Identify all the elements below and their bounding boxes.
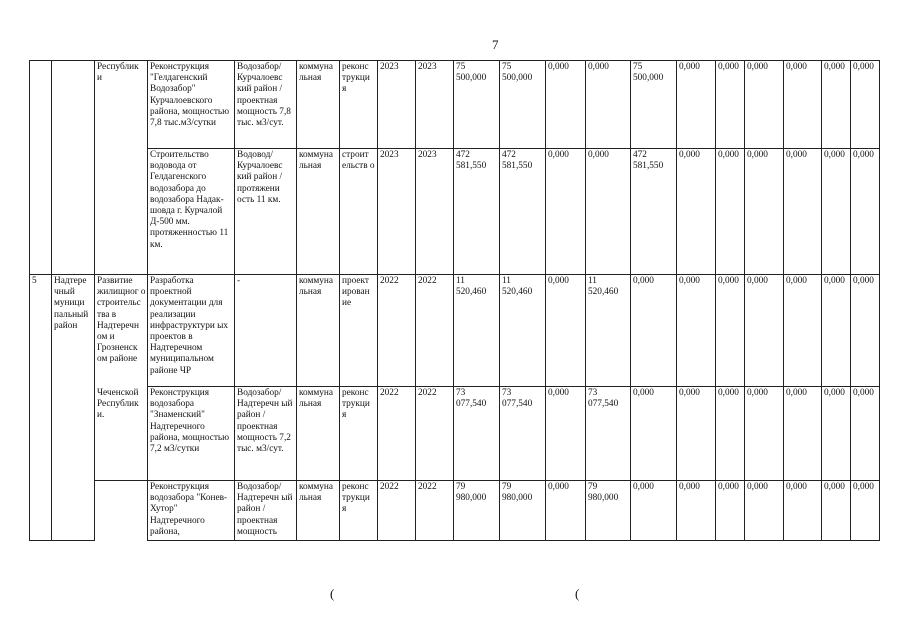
- amount-cell-8: 0,000: [784, 61, 822, 149]
- row-number-cell: [30, 149, 52, 275]
- amount-cell-2: 0,000: [546, 275, 586, 387]
- amount-cell-3: 73 077,540: [586, 387, 631, 481]
- program-cell: [95, 481, 148, 541]
- amount-cell-10: 0,000: [851, 481, 880, 541]
- amount-cell-2: 0,000: [546, 481, 586, 541]
- amount-cell-6: 0,000: [716, 61, 745, 149]
- amount-cell-3: 0,000: [586, 149, 631, 275]
- amount-cell-7: 0,000: [745, 387, 784, 481]
- sector-cell: коммуна льная: [297, 149, 340, 275]
- amount-cell-4: 75 500,000: [631, 61, 677, 149]
- work-type-cell: строит ельств о: [340, 149, 378, 275]
- district-cell: [52, 481, 95, 541]
- amount-cell-3: 79 980,000: [586, 481, 631, 541]
- district-cell: Надтере чный муници пальный район: [52, 275, 95, 387]
- program-cell: [95, 149, 148, 275]
- end-year-cell: 2023: [416, 61, 454, 149]
- amount-cell-1: 75 500,000: [500, 61, 546, 149]
- amount-cell-10: 0,000: [851, 149, 880, 275]
- amount-cell-10: 0,000: [851, 275, 880, 387]
- row-number-cell: 5: [30, 275, 52, 387]
- sector-cell: коммуна льная: [297, 387, 340, 481]
- object-cell: Водовод/ Курчалоевс кий район /протяжени ость 11 км.: [235, 149, 297, 275]
- work-type-cell: проект ирован ие: [340, 275, 378, 387]
- amount-cell-8: 0,000: [784, 387, 822, 481]
- project-name-cell: Строительство водовода от Гелдагенского водозабора до водозабора Надак-шовда г. Курчалой Д-500 мм. протяженностью 11 км.: [148, 149, 235, 275]
- amount-cell-7: 0,000: [745, 61, 784, 149]
- amount-cell-9: 0,000: [822, 61, 851, 149]
- table-row: [30, 481, 880, 541]
- amount-cell-1: 73 077,540: [500, 387, 546, 481]
- program-cell: Чеченской Республик и.: [95, 387, 148, 481]
- amount-cell-4: 0,000: [631, 387, 677, 481]
- amount-cell-8: 0,000: [784, 481, 822, 541]
- amount-cell-2: 0,000: [546, 387, 586, 481]
- investment-projects-table: [29, 60, 880, 541]
- end-year-cell: 2023: [416, 149, 454, 275]
- table-row: [30, 275, 880, 387]
- project-name-cell: Разработка проектной документации для реализации инфраструктури ых проектов в Надтеречном муниципальном районе ЧР: [148, 275, 235, 387]
- program-cell: Республик и: [95, 61, 148, 149]
- district-cell: [52, 387, 95, 481]
- row-number-cell: [30, 61, 52, 149]
- end-year-cell: 2022: [416, 481, 454, 541]
- amount-cell-10: 0,000: [851, 61, 880, 149]
- row-number-cell: [30, 387, 52, 481]
- amount-cell-5: 0,000: [677, 387, 716, 481]
- total-amount-cell: 472 581,550: [454, 149, 500, 275]
- work-type-cell: реконс трукци я: [340, 387, 378, 481]
- amount-cell-7: 0,000: [745, 149, 784, 275]
- start-year-cell: 2022: [378, 481, 416, 541]
- object-cell: -: [235, 275, 297, 387]
- program-cell: Развитие жилищног о строительс тва в Надтеречн ом и Грозненск ом районе: [95, 275, 148, 387]
- amount-cell-10: 0,000: [851, 387, 880, 481]
- amount-cell-5: 0,000: [677, 275, 716, 387]
- page-number: 7: [492, 37, 499, 52]
- object-cell: Водозабор/ Надтеречн ый район /проектная мощность: [235, 481, 297, 541]
- document-table-wrapper: [29, 60, 880, 541]
- amount-cell-9: 0,000: [822, 481, 851, 541]
- amount-cell-1: 79 980,000: [500, 481, 546, 541]
- amount-cell-8: 0,000: [784, 149, 822, 275]
- bottom-mark-right: (: [575, 586, 580, 601]
- amount-cell-6: 0,000: [716, 275, 745, 387]
- amount-cell-1: 472 581,550: [500, 149, 546, 275]
- project-name-cell: Реконструкция водозабора "Конев-Хутор" Надтеречного района,: [148, 481, 235, 541]
- end-year-cell: 2022: [416, 387, 454, 481]
- amount-cell-2: 0,000: [546, 61, 586, 149]
- total-amount-cell: 75 500,000: [454, 61, 500, 149]
- table-row: [30, 387, 880, 481]
- project-name-cell: Реконструкция "Гелдагенский Водозабор" Курчалоевского района, мощностью 7,8 тыс.м3/сутки: [148, 61, 235, 149]
- total-amount-cell: 79 980,000: [454, 481, 500, 541]
- start-year-cell: 2022: [378, 275, 416, 387]
- sector-cell: коммуна льная: [297, 61, 340, 149]
- work-type-cell: реконс трукци я: [340, 61, 378, 149]
- table-row: [30, 61, 880, 149]
- table-body: [30, 61, 880, 541]
- amount-cell-2: 0,000: [546, 149, 586, 275]
- amount-cell-7: 0,000: [745, 481, 784, 541]
- amount-cell-6: 0,000: [716, 481, 745, 541]
- total-amount-cell: 11 520,460: [454, 275, 500, 387]
- amount-cell-4: 0,000: [631, 275, 677, 387]
- amount-cell-7: 0,000: [745, 275, 784, 387]
- object-cell: Водозабор/ Курчалоевс кий район /проектная мощность 7,8 тыс. м3/сут.: [235, 61, 297, 149]
- amount-cell-3: 0,000: [586, 61, 631, 149]
- amount-cell-3: 11 520,460: [586, 275, 631, 387]
- project-name-cell: Реконструкция водозабора "Знаменский" Надтеречного района, мощностью 7,2 м3/сутки: [148, 387, 235, 481]
- amount-cell-9: 0,000: [822, 275, 851, 387]
- district-cell: [52, 61, 95, 149]
- amount-cell-6: 0,000: [716, 387, 745, 481]
- amount-cell-6: 0,000: [716, 149, 745, 275]
- end-year-cell: 2022: [416, 275, 454, 387]
- amount-cell-4: 472 581,550: [631, 149, 677, 275]
- amount-cell-5: 0,000: [677, 61, 716, 149]
- start-year-cell: 2022: [378, 387, 416, 481]
- amount-cell-9: 0,000: [822, 149, 851, 275]
- total-amount-cell: 73 077,540: [454, 387, 500, 481]
- district-cell: [52, 149, 95, 275]
- amount-cell-5: 0,000: [677, 149, 716, 275]
- amount-cell-1: 11 520,460: [500, 275, 546, 387]
- amount-cell-9: 0,000: [822, 387, 851, 481]
- work-type-cell: реконс трукци я: [340, 481, 378, 541]
- bottom-mark-left: (: [330, 586, 335, 601]
- row-number-cell: [30, 481, 52, 541]
- object-cell: Водозабор/ Надтеречн ый район /проектная мощность 7,2 тыс. м3/сут.: [235, 387, 297, 481]
- amount-cell-8: 0,000: [784, 275, 822, 387]
- sector-cell: коммуна льная: [297, 275, 340, 387]
- start-year-cell: 2023: [378, 149, 416, 275]
- amount-cell-5: 0,000: [677, 481, 716, 541]
- start-year-cell: 2023: [378, 61, 416, 149]
- sector-cell: коммуна льная: [297, 481, 340, 541]
- amount-cell-4: 0,000: [631, 481, 677, 541]
- table-row: [30, 149, 880, 275]
